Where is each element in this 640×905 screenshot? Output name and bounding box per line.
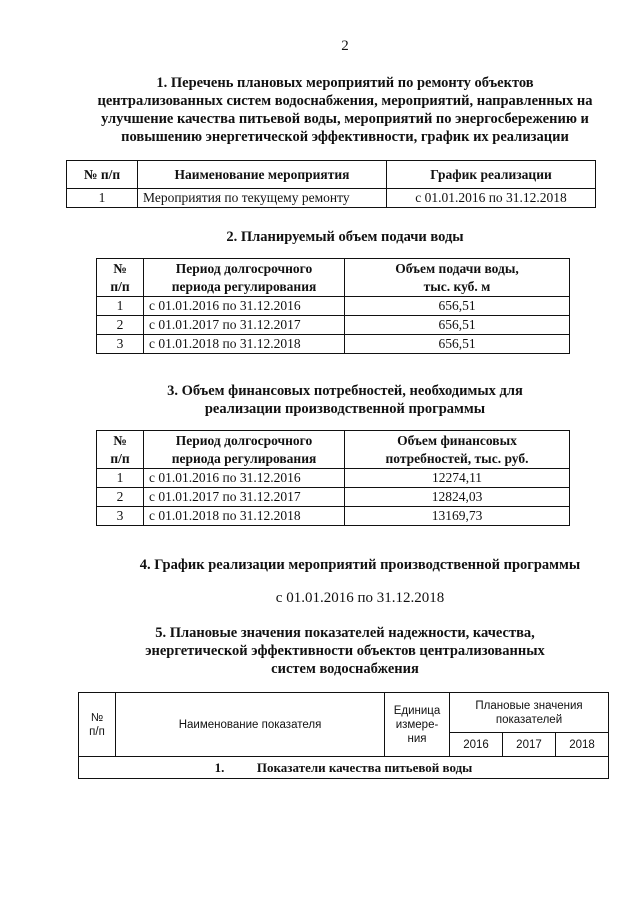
col-header-year: 2018	[555, 733, 608, 757]
header-line: п/п	[110, 278, 130, 294]
table-header-row	[79, 693, 609, 733]
col-header-number: № п/п	[67, 161, 138, 189]
section3-title-line: 3. Объем финансовых потребностей, необходимых для	[167, 383, 523, 399]
col-header-finance	[345, 431, 570, 469]
cell-period: с 01.01.2016 по 31.12.2016	[144, 469, 345, 488]
section4-period: с 01.01.2016 по 31.12.2018	[275, 590, 445, 606]
table-header-row	[97, 431, 570, 469]
header-line: потребностей, тыс. руб.	[385, 450, 529, 466]
section1-title-line: централизованных систем водоснабжения, мероприятий, направленных на	[97, 93, 593, 109]
table-row	[97, 488, 570, 507]
section1-title-line: 1. Перечень плановых мероприятий по ремонту объектов	[156, 75, 534, 91]
col-header-period	[144, 259, 345, 297]
subsection-number: 1.	[214, 759, 225, 775]
col-header-unit	[385, 693, 450, 757]
table-header-row	[67, 161, 596, 189]
col-header-period	[144, 431, 345, 469]
cell-period: с 01.01.2018 по 31.12.2018	[144, 335, 345, 354]
header-line: Объем подачи воды,	[395, 260, 519, 276]
section2-title: 2. Планируемый объем подачи воды	[226, 229, 464, 245]
col-header-volume	[345, 259, 570, 297]
col-header-year: 2017	[502, 733, 555, 757]
table-header-row	[97, 259, 570, 297]
cell-schedule: с 01.01.2016 по 31.12.2018	[387, 189, 596, 208]
col-header-number	[97, 431, 144, 469]
cell-finance: 12274,11	[345, 469, 570, 488]
cell-finance: 13169,73	[345, 507, 570, 526]
cell-number: 2	[97, 488, 144, 507]
cell-period: с 01.01.2016 по 31.12.2016	[144, 297, 345, 316]
section1-title-line: повышению энергетической эффективности, график их реализации	[121, 129, 569, 145]
table-row	[97, 469, 570, 488]
col-header-schedule: График реализации	[387, 161, 596, 189]
header-line: Единица	[393, 704, 441, 717]
header-line: периода регулирования	[171, 278, 317, 294]
section5-title-line: систем водоснабжения	[271, 661, 419, 677]
cell-number: 1	[97, 297, 144, 316]
header-line: №	[113, 260, 127, 276]
section4-title: 4. График реализации мероприятий производственной программы	[139, 557, 581, 573]
section3-title	[60, 382, 630, 418]
cell-number: 3	[97, 335, 144, 354]
col-header-year: 2016	[450, 733, 503, 757]
cell-period: с 01.01.2017 по 31.12.2017	[144, 488, 345, 507]
col-header-activity: Наименование мероприятия	[138, 161, 387, 189]
header-line: №	[113, 432, 127, 448]
section5-title-line: энергетической эффективности объектов централизованных	[145, 643, 545, 659]
cell-volume: 656,51	[345, 297, 570, 316]
table-row	[97, 507, 570, 526]
table-row	[97, 297, 570, 316]
section1-title	[60, 74, 630, 146]
table-row	[67, 189, 596, 208]
header-line: п/п	[110, 450, 130, 466]
cell-number: 3	[97, 507, 144, 526]
header-line: периода регулирования	[171, 450, 317, 466]
cell-volume: 656,51	[345, 316, 570, 335]
cell-number: 1	[97, 469, 144, 488]
page-number: 2	[341, 38, 349, 54]
cell-period: с 01.01.2018 по 31.12.2018	[144, 507, 345, 526]
cell-finance: 12824,03	[345, 488, 570, 507]
table-row	[79, 757, 609, 779]
col-header-planned	[450, 693, 609, 733]
header-line: Объем финансовых	[397, 432, 517, 448]
section1-title-line: улучшение качества питьевой воды, мероприятий по энергосбережению и	[101, 111, 589, 127]
section5-table	[78, 692, 609, 779]
header-line: Плановые значения	[475, 699, 583, 712]
col-header-indicator: Наименование показателя	[116, 693, 385, 757]
section1-table	[66, 160, 596, 208]
table-row	[97, 335, 570, 354]
section5-title	[60, 624, 630, 678]
header-line: №	[90, 711, 104, 724]
col-header-number	[97, 259, 144, 297]
cell-period: с 01.01.2017 по 31.12.2017	[144, 316, 345, 335]
subsection-label: Показатели качества питьевой воды	[256, 759, 473, 775]
cell-number: 2	[97, 316, 144, 335]
table-row	[97, 316, 570, 335]
subsection-heading	[79, 757, 609, 779]
header-line: ния	[407, 732, 427, 745]
section5-title-line: 5. Плановые значения показателей надежности, качества,	[155, 625, 535, 641]
header-line: тыс. куб. м	[423, 278, 491, 294]
section2-table	[96, 258, 570, 354]
section3-table	[96, 430, 570, 526]
col-header-number	[79, 693, 116, 757]
cell-volume: 656,51	[345, 335, 570, 354]
header-line: Период долгосрочного	[175, 432, 313, 448]
cell-number: 1	[67, 189, 138, 208]
header-line: п/п	[89, 725, 105, 738]
header-line: измере-	[395, 718, 439, 731]
cell-activity: Мероприятия по текущему ремонту	[138, 189, 387, 208]
header-line: Период долгосрочного	[175, 260, 313, 276]
header-line: показателей	[495, 713, 563, 726]
section3-title-line: реализации производственной программы	[204, 401, 486, 417]
